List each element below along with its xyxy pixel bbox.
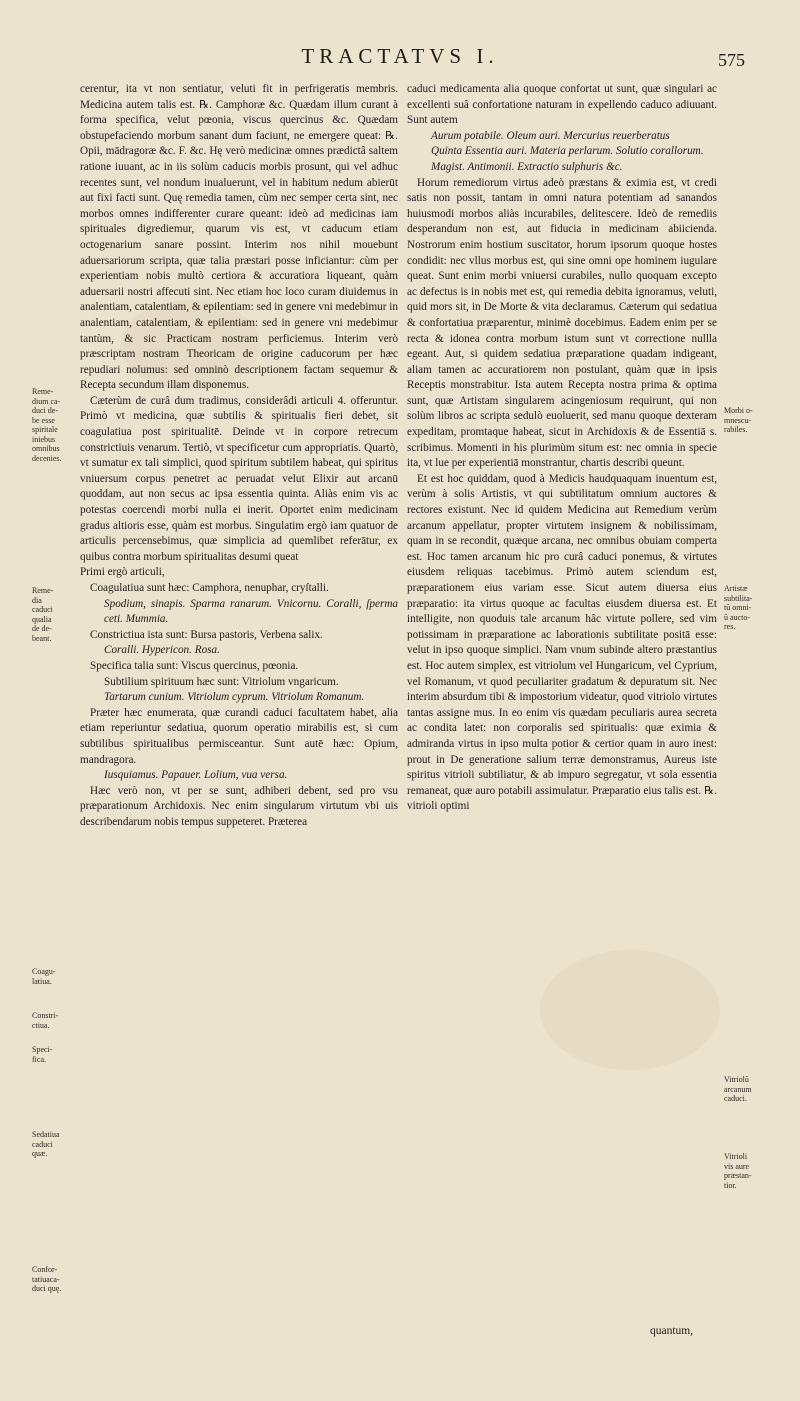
left-column-paragraph: Præter hæc enumerata, quæ curandi caduci facultatem habet, alia etiam reperiuntur sedatiua, quorum operatio mirabilis est, si cum subtilibus spiritualibus permisceantur. Sunt autē hæc: Opium, mandragora. (80, 706, 398, 766)
left-column-paragraph: Tartarum cunium. Vitriolum cyprum. Vitriolum Romanum. (104, 691, 365, 704)
margin-note: Morbi o- mnescu- rabiles. (724, 406, 753, 434)
margin-note: Sedatiua caduci quæ. (32, 1130, 60, 1158)
right-column-paragraph: Horum remediorum virtus adeò præstans & eximia est, vt credi satis non possit, tantam in omni natura potentiam ad sanandos huiusmodi morbos aliàs incurabiles, delitescere. Ideò de remediis desperandum non est, aut fiducia in medicinam abiicienda. Nostrorum enim hostium suscitator, horum ipsorum quoque hostes condidit: nec vllus morbus est, qui sine omni ope hominem iugulare queat. Sunt enim morbi vniuersi curabiles, nullo quoquam excepto ac defectus is in nobis met est, qui remedia debita ignoramus, veluti, quid mors sit, in De Morte & vita declaramus. Cæterum qui sedatiua & confortatiua præparentur, minimè docebimus. Eadem enim per se recta & idonea contra morbum istum sunt vt correctione nullla egeant. Aut, si quidem sedatiua præparatione quadam indigeant, aliam tamen ac accuratiorem non postulant, quàm quæ in ipsis Receptis monstrabitur. Ista autem Recepta nostra prima & optima sunt, quæ Artistam singularem acingeniosum requirunt, qui non solùm libros ac scripta sedulò euoluerit, sed manu quoque dexteram expeditam, promtaque habeat, sicut in Archidoxis & de Essentiā s. scribimus. Momenti in his plurimùm situm est: nec omnia in specie ita, vt lue per experientiā monstrantur, chartis describi queunt. (407, 176, 717, 470)
margin-note: Vitriolū arcanum caduci. (724, 1075, 752, 1103)
right-column-paragraph: Magist. Antimonii. Extractio sulphuris &c. (431, 160, 623, 173)
left-column-paragraph: Spodium, sinapis. Sparma ranarum. Vnicornu. Coralli, ſperma ceti. Mummia. (104, 597, 398, 626)
margin-note: Speci- fica. (32, 1045, 53, 1064)
left-column-paragraph: Coralli. Hypericon. Rosa. (104, 644, 220, 657)
right-column-paragraph: Aurum potabile. Oleum auri. Mercurius reuerberatus (431, 129, 670, 142)
left-column-paragraph: Coagulatiua sunt hæc: Camphora, nenuphar, cryſtalli. (90, 582, 329, 594)
left-column-paragraph: Subtilium spirituum hæc sunt: Vitriolum vngaricum. (104, 675, 339, 688)
right-text-column (407, 82, 717, 815)
left-column-paragraph: Hæc verò non, vt per se sunt, adhiberi debent, sed pro vsu præparationum Archidoxis. Nec enim singularum virtutum vbi uis describendarum nobis tempus suppeteret. Præterea (80, 784, 398, 828)
left-column-paragraph: Constrictiua ista sunt: Bursa pastoris, Verbena salix. (90, 628, 323, 641)
left-column-paragraph: Cæterùm de curâ dum tradimus, considerâdi articuli 4. offeruntur. Primò vt medicina, quæ subtilis & spiritualis fieri debet, sit coagulatiua post spiritualitē. Deinde vt in corpore retrecum constrictiuis venarum. Tertiò, vt specificetur cum appropriatis. Quartò, vt sumatur ex tali simplici, quod spiritum subtilem habeat, qui spiritus vniuersum corpus penetret ac peruadat velut Elixir aut arcanū quoddam, aut non secus ac ipsa essentia quinta. Aliàs enim vis ac potestas coercendi morbi nulla ei inerit. Oportet enim medicinam gradus altioris esse, quàm est morbus. Singulatim ergò iam quatuor de articulis percensebimus, quæ simplicia ad quemlibet referātur, ex quibus contra morbum spiritualitas desumi queat (80, 394, 398, 563)
page-number: 575 (718, 50, 745, 70)
catchword: quantum, (650, 1325, 694, 1337)
margin-note: Reme- dium ca- duci de- be esse spiritale iniebus omnibus decenies. (32, 387, 62, 463)
margin-note: Reme- dia caduci qualia de de- beant. (32, 586, 54, 643)
left-text-column (80, 82, 398, 831)
right-column-paragraph: Quinta Essentia auri. Materia perlarum. Solutio corallorum. (431, 145, 704, 158)
margin-note: Vitrioli vis aure præstan- tior. (724, 1152, 752, 1190)
left-column-paragraph: Iusquiamus. Papauer. Lolium, vua versa. (104, 769, 288, 782)
margin-note: Constri- ctiua. (32, 1011, 59, 1030)
margin-note: Artistæ subtilita- tū omni- ū aucto- res. (724, 584, 753, 631)
right-column-paragraph: Et est hoc quiddam, quod à Medicis haudquaquam inuentum est, verùm à solis Artistis, vt qui subtilitatum omnium auctores & rectores existunt. Nec id quidem Medicina aut Remedium verùm arcanum appellatur, propter virtutem insignem & nobilissimam, quam in se recondit, quæque arcana, nec omnibus obuiam comperta est. Hoc tamen arcanum hic pro curâ caduci ponemus, & virtutes eiusdem reliquas tacebimus. Primò autem sciendum est, præparationem eius variam esse. Sicut autem diuersa eius præparatio: ita virtus quoque ac facultas eiusdem diuersa est. Et intelligite, non quoduis tale arcanum hâc virtute pollere, sed vim potissimam in præparatione ac laborationis subtilitate positā esse: velut in ipso quoque simplici. Nam vnum subinde altero præstantius est. Hoc autem simplex, est vitriolum vel Hungaricum, vel Cyprium, vel Romanum, vt quod peculiariter gradatum & depuratum sit. Nec interim absurdum tibi & impostorium videatur, quod vitriolo virtutes tantas assigne mus. In eo enim vis quædam peculiaris aurea secreta ac condita latet: non corporalis sed spiritualis: quæ eximia & admiranda virtus in ipso multa potior & certior quam in auro inest: prout in De generatione salium terræ demonstramus, Aureus iste spiritus vitrioli subtiliatur, & ab impuro segregatur, vt sola essentia remaneat, quæ auro potabili assimulatur. Præparatio eius talis est. ℞. vitrioli optimi (407, 472, 717, 813)
margin-note: Confor- tatiuaca- duci quę. (32, 1265, 62, 1293)
running-header: TRACTATVS I. (301, 44, 499, 68)
paper-stain (540, 950, 720, 1070)
left-column-paragraph: Primi ergò articuli, (80, 566, 165, 579)
left-column-paragraph: Specifica talia sunt: Viscus quercinus, pœonia. (90, 659, 299, 672)
margin-note: Coagu- latiua. (32, 967, 56, 986)
right-column-paragraph: caduci medicamenta alia quoque confortat ut sunt, quæ singulari ac excellenti suâ confortatione naturam in expellendo caduco adiuuant. Sunt autem (407, 83, 717, 127)
left-column-paragraph: cerentur, ita vt non sentiatur, veluti fit in perfrigeratis membris. Medicina autem talis est. ℞. Camphoræ &c. Quædam illum curant à forma specifica, velut pœonia, viscus quercinus &c. Quædam obstupefaciendo morbum sanant dum faciunt, ne emergere queat: ℞. Opii, mādragoræ &c. F. &c. Hę verò medicinæ omnes prædictâ saltem ratione iuuant, ac in iis solùm caducis morbis prosunt, qui vel adhuc recentes sunt, vel nondum inualuerunt, vel in habitum nedum abierūt aut fixi facti sunt. Quę remedia tamen, cùm nec semper certa sint, nec morbos omnes indifferenter curare queant: ideò ad medicinas iam spirituales digrediemur, quarum vis est, vt caducum etiam octogenarium sanare possint. Interim nos nihil mouebunt aduersariorum scripta, quæ talia præstari posse inficiantur: cùm per experientiam nobis multò certiora & accuratiora liqueant, quàm aduersarii nostri affecuti sint. Nec etiam hoc loco curam diuidemus in analentiam, catalentiam, & epilentiam: sed in genere vni medebimur in analentiam, catalentiam, & epilentiam: sed in genere vni medebimur tantùm, & sic Practicam nostram perficiemus. Interim verò præscriptam nostram Theoricam de origine caducorum per hæc repudiari nolumus: sed omninò descriptionem factam sequemur & Recepta secundum illam disponemus. (80, 83, 398, 392)
